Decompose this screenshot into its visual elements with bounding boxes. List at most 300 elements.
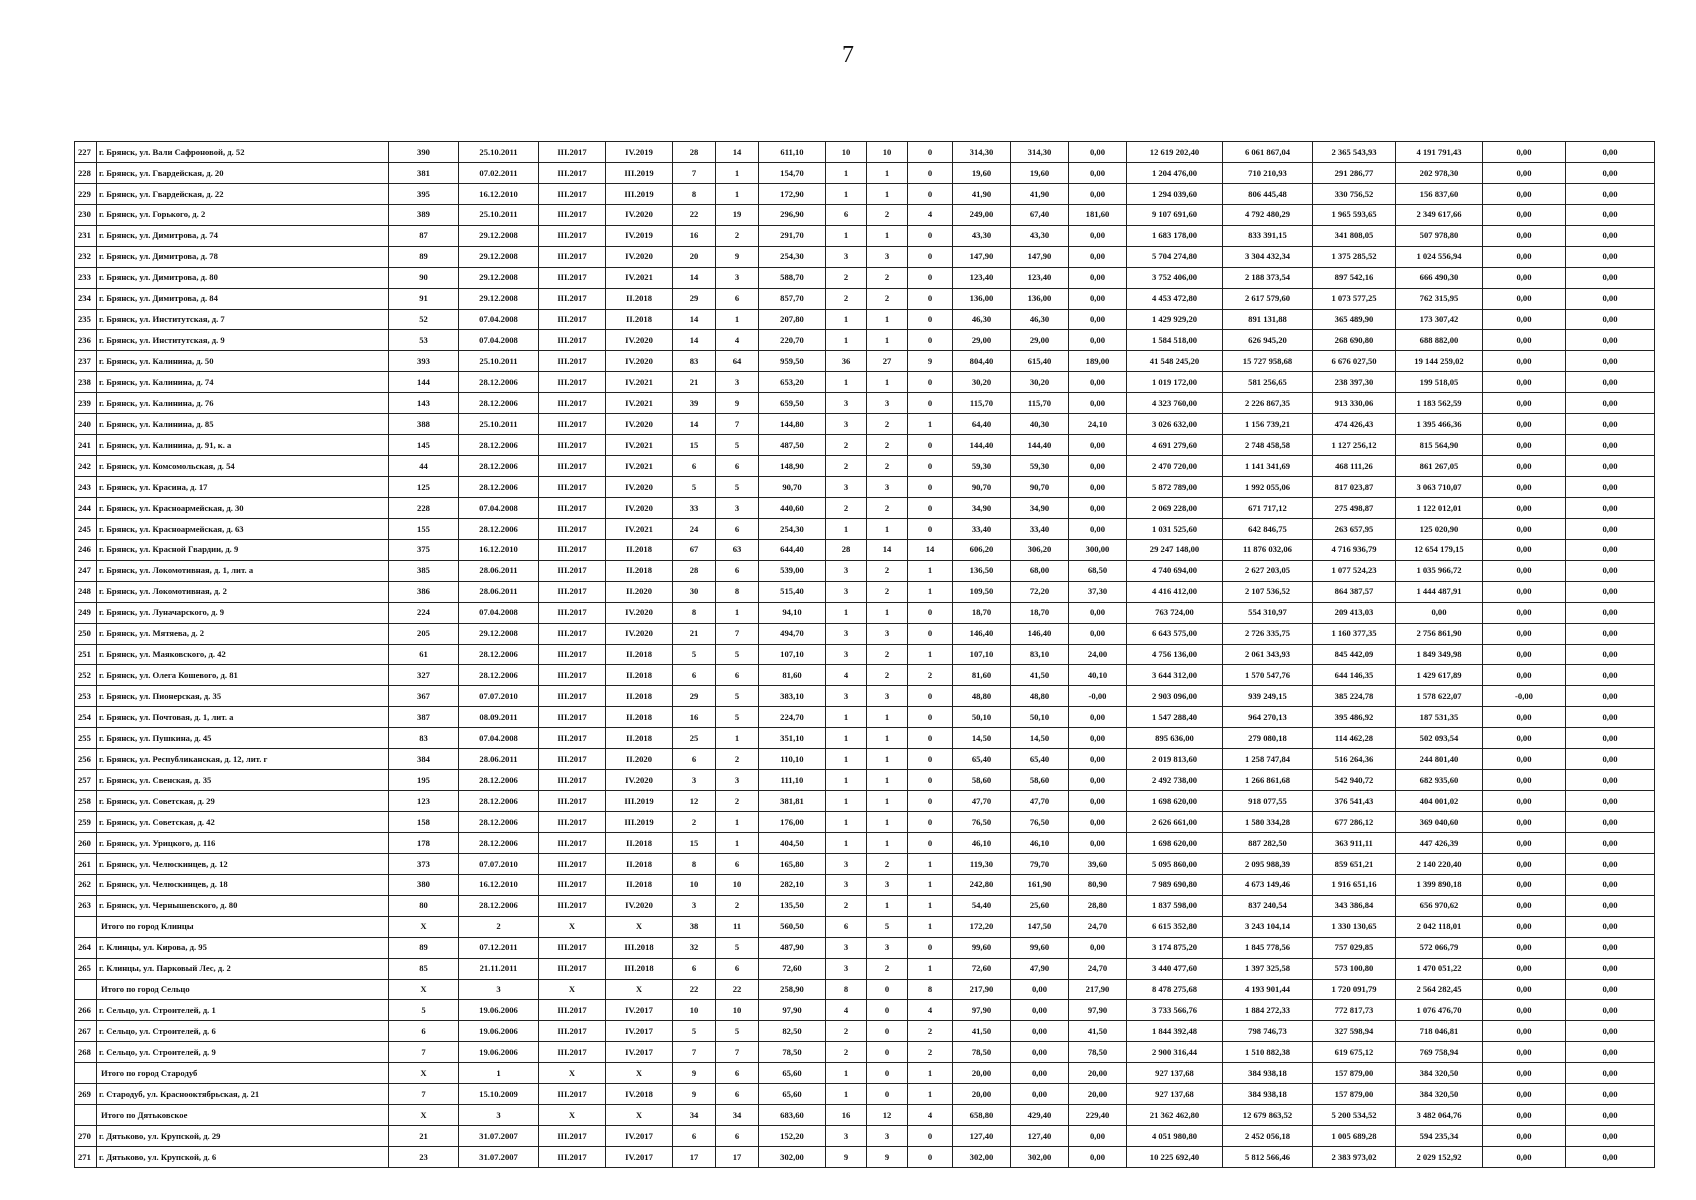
table-cell: 16.12.2010	[459, 539, 539, 560]
table-cell: 61	[389, 644, 459, 665]
table-cell: III.2019	[606, 812, 673, 833]
table-cell: 1 429 929,20	[1127, 309, 1223, 330]
table-cell: 47,90	[1011, 958, 1069, 979]
table-cell: 1 395 466,36	[1396, 414, 1483, 435]
table-cell: 1 266 861,68	[1223, 770, 1313, 791]
table-cell: 16.12.2010	[459, 874, 539, 895]
table-cell: III.2017	[539, 246, 606, 267]
table-cell: 19,60	[1011, 162, 1069, 183]
address-cell: г. Брянск, ул. Красноармейская, д. 30	[97, 497, 389, 518]
table-cell: 0,00	[1483, 560, 1566, 581]
table-row	[75, 1042, 1655, 1063]
table-cell: 0,00	[1566, 497, 1655, 518]
table-cell: 28,80	[1069, 895, 1127, 916]
table-cell: 85	[389, 958, 459, 979]
table-cell: 0,00	[1069, 749, 1127, 770]
table-cell: 0,00	[1483, 183, 1566, 204]
table-cell: 6	[716, 1084, 759, 1105]
table-cell: 1 397 325,58	[1223, 958, 1313, 979]
table-cell: 677 286,12	[1313, 812, 1396, 833]
table-cell: 22	[716, 979, 759, 1000]
table-cell: 125 020,90	[1396, 518, 1483, 539]
table-row	[75, 791, 1655, 812]
table-cell: 2	[826, 497, 867, 518]
table-cell: 0,00	[1566, 246, 1655, 267]
table-cell: IV.2021	[606, 372, 673, 393]
table-cell: 07.04.2008	[459, 497, 539, 518]
table-cell: 83,10	[1011, 644, 1069, 665]
table-cell: 28	[673, 142, 716, 163]
address-cell: г. Брянск, ул. Институтская, д. 9	[97, 330, 389, 351]
table-cell: 0,00	[1566, 623, 1655, 644]
table-cell: 87	[389, 225, 459, 246]
table-cell: 258,90	[759, 979, 826, 1000]
table-cell: 0,00	[1566, 1000, 1655, 1021]
table-cell: 2	[673, 812, 716, 833]
table-cell: 14,50	[1011, 728, 1069, 749]
table-cell: 2	[867, 560, 908, 581]
table-cell: 507 978,80	[1396, 225, 1483, 246]
table-cell: 0,00	[1483, 1063, 1566, 1084]
table-cell: 0,00	[1483, 1021, 1566, 1042]
address-cell: г. Дятьково, ул. Крупской, д. 29	[97, 1126, 389, 1147]
table-cell: 1	[867, 895, 908, 916]
table-cell: 144	[389, 372, 459, 393]
table-cell: 0	[908, 1147, 953, 1168]
table-cell: III.2018	[606, 958, 673, 979]
table-cell: 763 724,00	[1127, 602, 1223, 623]
table-cell: 08.09.2011	[459, 707, 539, 728]
table-cell: 41,90	[1011, 183, 1069, 204]
table-cell: 3 304 432,34	[1223, 246, 1313, 267]
table-cell: IV.2020	[606, 497, 673, 518]
table-cell: -0,00	[1069, 686, 1127, 707]
table-cell: III.2017	[539, 874, 606, 895]
table-cell: 1 035 966,72	[1396, 560, 1483, 581]
table-cell: 99,60	[953, 937, 1011, 958]
table-cell: 7	[716, 623, 759, 644]
table-cell: 806 445,48	[1223, 183, 1313, 204]
table-cell: 0,00	[1069, 142, 1127, 163]
table-cell: 302,00	[1011, 1147, 1069, 1168]
table-cell: 0,00	[1566, 895, 1655, 916]
table-cell: 99,60	[1011, 937, 1069, 958]
table-row	[75, 581, 1655, 602]
table-cell: 1	[826, 749, 867, 770]
table-cell: 7	[673, 162, 716, 183]
table-cell: 0,00	[1566, 1126, 1655, 1147]
table-cell: 0,00	[1566, 979, 1655, 1000]
table-cell: 3	[826, 623, 867, 644]
table-cell: 127,40	[953, 1126, 1011, 1147]
table-cell: 07.02.2011	[459, 162, 539, 183]
table-cell: 3 243 104,14	[1223, 916, 1313, 937]
table-cell: 28.12.2006	[459, 644, 539, 665]
table-cell: 369 040,60	[1396, 812, 1483, 833]
table-cell: 0	[908, 246, 953, 267]
row-number-cell: 235	[75, 309, 97, 330]
table-cell: X	[539, 1105, 606, 1126]
row-number-cell: 269	[75, 1084, 97, 1105]
table-cell: 34	[673, 1105, 716, 1126]
row-number-cell: 229	[75, 183, 97, 204]
table-cell: 1	[716, 309, 759, 330]
table-cell: 28.12.2006	[459, 477, 539, 498]
table-cell: II.2018	[606, 665, 673, 686]
table-cell: 1	[867, 372, 908, 393]
table-cell: IV.2017	[606, 1042, 673, 1063]
table-cell: 0,00	[1483, 435, 1566, 456]
table-cell: 53	[389, 330, 459, 351]
table-cell: 2	[867, 665, 908, 686]
table-cell: 0	[908, 832, 953, 853]
row-number-cell	[75, 916, 97, 937]
table-cell: 0	[908, 497, 953, 518]
table-cell: 306,20	[1011, 539, 1069, 560]
table-cell: 815 564,90	[1396, 435, 1483, 456]
address-cell: г. Брянск, ул. Советская, д. 29	[97, 791, 389, 812]
table-cell: 220,70	[759, 330, 826, 351]
table-cell: III.2017	[539, 1042, 606, 1063]
row-number-cell: 252	[75, 665, 97, 686]
table-cell: 3	[867, 1126, 908, 1147]
table-cell: 65,40	[953, 749, 1011, 770]
table-row	[75, 162, 1655, 183]
table-cell: 28.12.2006	[459, 895, 539, 916]
table-cell: 688 882,00	[1396, 330, 1483, 351]
table-cell: 28.12.2006	[459, 393, 539, 414]
table-cell: 33,40	[953, 518, 1011, 539]
table-cell: 1	[716, 602, 759, 623]
table-cell: 2	[867, 644, 908, 665]
address-cell: Итого по город Клинцы	[97, 916, 389, 937]
table-cell: 0,00	[1566, 728, 1655, 749]
table-cell: 0,00	[1483, 895, 1566, 916]
table-cell: III.2017	[539, 309, 606, 330]
table-cell: 0	[908, 707, 953, 728]
table-cell: 1	[867, 330, 908, 351]
subtotal-row	[75, 1105, 1655, 1126]
table-cell: 72,60	[953, 958, 1011, 979]
row-number-cell: 245	[75, 518, 97, 539]
table-cell: 390	[389, 142, 459, 163]
table-cell: 6	[826, 204, 867, 225]
table-cell: 97,90	[1069, 1000, 1127, 1021]
table-cell: 0,00	[1483, 916, 1566, 937]
table-row	[75, 1021, 1655, 1042]
table-cell: 0,00	[1483, 1000, 1566, 1021]
table-cell: 24	[673, 518, 716, 539]
table-cell: 0,00	[1069, 1126, 1127, 1147]
table-cell: 3 026 632,00	[1127, 414, 1223, 435]
table-cell: 217,90	[1069, 979, 1127, 1000]
table-cell: 0	[908, 267, 953, 288]
table-cell: 0,00	[1483, 1105, 1566, 1126]
table-cell: 1	[867, 749, 908, 770]
table-cell: 0,00	[1566, 853, 1655, 874]
table-cell: 12 619 202,40	[1127, 142, 1223, 163]
table-cell: 30	[673, 581, 716, 602]
table-cell: II.2018	[606, 707, 673, 728]
row-number-cell: 256	[75, 749, 97, 770]
table-cell: 16	[673, 707, 716, 728]
table-cell: 0	[908, 456, 953, 477]
table-cell: 29.12.2008	[459, 267, 539, 288]
table-cell: 12 679 863,52	[1223, 1105, 1313, 1126]
table-cell: II.2018	[606, 686, 673, 707]
table-cell: 0,00	[1566, 539, 1655, 560]
table-cell: 254,30	[759, 518, 826, 539]
table-cell: 199 518,05	[1396, 372, 1483, 393]
table-row	[75, 665, 1655, 686]
table-cell: 7	[673, 1042, 716, 1063]
table-cell: 1 073 577,25	[1313, 288, 1396, 309]
table-cell: 1	[908, 644, 953, 665]
table-cell: 25.10.2011	[459, 204, 539, 225]
table-cell: 0,00	[1483, 770, 1566, 791]
table-row	[75, 539, 1655, 560]
table-cell: X	[389, 1105, 459, 1126]
table-cell: 0,00	[1396, 602, 1483, 623]
row-number-cell: 260	[75, 832, 97, 853]
table-cell: 07.12.2011	[459, 937, 539, 958]
address-cell: г. Брянск, ул. Почтовая, д. 1, лит. а	[97, 707, 389, 728]
table-cell: 2	[867, 204, 908, 225]
table-cell: 76,50	[953, 812, 1011, 833]
table-cell: 0,00	[1483, 602, 1566, 623]
table-cell: 157 879,00	[1313, 1063, 1396, 1084]
address-cell: г. Брянск, ул. Урицкого, д. 116	[97, 832, 389, 853]
table-cell: X	[606, 979, 673, 1000]
row-number-cell: 253	[75, 686, 97, 707]
table-cell: 115,70	[953, 393, 1011, 414]
table-cell: 3	[826, 560, 867, 581]
table-cell: 9	[673, 1084, 716, 1105]
table-cell: 11 876 032,06	[1223, 539, 1313, 560]
table-cell: 282,10	[759, 874, 826, 895]
table-cell: 263 657,95	[1313, 518, 1396, 539]
table-cell: 6	[716, 456, 759, 477]
table-row	[75, 958, 1655, 979]
table-cell: 0	[867, 1084, 908, 1105]
table-cell: 205	[389, 623, 459, 644]
table-cell: 2	[826, 288, 867, 309]
table-cell: 9	[716, 393, 759, 414]
table-cell: 388	[389, 414, 459, 435]
table-cell: 5	[716, 707, 759, 728]
table-cell: 0,00	[1069, 372, 1127, 393]
table-cell: 81,60	[759, 665, 826, 686]
table-cell: 0	[908, 477, 953, 498]
table-cell: 7	[389, 1084, 459, 1105]
table-cell: 0,00	[1483, 665, 1566, 686]
table-cell: 28.12.2006	[459, 456, 539, 477]
table-cell: 2	[716, 749, 759, 770]
table-cell: 268 690,80	[1313, 330, 1396, 351]
table-cell: III.2017	[539, 456, 606, 477]
table-cell: 07.04.2008	[459, 602, 539, 623]
table-cell: 0,00	[1566, 770, 1655, 791]
table-cell: 1	[867, 832, 908, 853]
table-cell: 769 758,94	[1396, 1042, 1483, 1063]
address-cell: г. Брянск, ул. Вали Сафроновой, д. 52	[97, 142, 389, 163]
table-cell: 6 643 575,00	[1127, 623, 1223, 644]
table-cell: III.2017	[539, 142, 606, 163]
table-cell: 157 879,00	[1313, 1084, 1396, 1105]
table-cell: 4 740 694,00	[1127, 560, 1223, 581]
table-cell: 0,00	[1566, 874, 1655, 895]
table-cell: 147,90	[953, 246, 1011, 267]
table-cell: 2 107 536,52	[1223, 581, 1313, 602]
table-cell: 656 970,62	[1396, 895, 1483, 916]
table-cell: 65,40	[1011, 749, 1069, 770]
table-cell: 2	[716, 791, 759, 812]
table-cell: III.2017	[539, 393, 606, 414]
table-cell: 0,00	[1069, 518, 1127, 539]
table-cell: 1 330 130,65	[1313, 916, 1396, 937]
table-cell: 2 748 458,58	[1223, 435, 1313, 456]
table-row	[75, 1147, 1655, 1168]
table-cell: 229,40	[1069, 1105, 1127, 1126]
table-cell: 1	[826, 602, 867, 623]
table-cell: 2	[867, 267, 908, 288]
table-cell: 242,80	[953, 874, 1011, 895]
table-cell: 0,00	[1566, 393, 1655, 414]
table-cell: 10 225 692,40	[1127, 1147, 1223, 1168]
table-cell: 384 938,18	[1223, 1084, 1313, 1105]
table-cell: 47,70	[1011, 791, 1069, 812]
table-cell: 0,00	[1483, 309, 1566, 330]
table-cell: 0,00	[1566, 644, 1655, 665]
table-cell: 68,00	[1011, 560, 1069, 581]
row-number-cell: 241	[75, 435, 97, 456]
table-cell: 0,00	[1483, 288, 1566, 309]
table-cell: 107,10	[953, 644, 1011, 665]
row-number-cell: 231	[75, 225, 97, 246]
table-cell: 666 490,30	[1396, 267, 1483, 288]
table-row	[75, 895, 1655, 916]
table-cell: 0,00	[1483, 1147, 1566, 1168]
row-number-cell: 232	[75, 246, 97, 267]
table-cell: 447 426,39	[1396, 832, 1483, 853]
table-cell: 238 397,30	[1313, 372, 1396, 393]
table-cell: 3	[867, 246, 908, 267]
table-cell: II.2018	[606, 853, 673, 874]
table-cell: 10	[673, 1000, 716, 1021]
table-cell: 10	[673, 874, 716, 895]
table-cell: 1 183 562,59	[1396, 393, 1483, 414]
table-cell: 1 156 739,21	[1223, 414, 1313, 435]
table-cell: 46,10	[1011, 832, 1069, 853]
table-cell: 144,40	[1011, 435, 1069, 456]
table-cell: 0,00	[1011, 1063, 1069, 1084]
table-cell: 0,00	[1069, 246, 1127, 267]
table-cell: III.2017	[539, 707, 606, 728]
table-cell: 43,30	[953, 225, 1011, 246]
table-cell: 1 698 620,00	[1127, 832, 1223, 853]
table-cell: 1	[826, 707, 867, 728]
table-cell: 58,60	[1011, 770, 1069, 791]
table-cell: 172,20	[953, 916, 1011, 937]
table-cell: III.2017	[539, 644, 606, 665]
table-cell: III.2017	[539, 497, 606, 518]
table-cell: 19.06.2006	[459, 1021, 539, 1042]
table-cell: 2 756 861,90	[1396, 623, 1483, 644]
table-cell: 1	[826, 832, 867, 853]
table-row	[75, 812, 1655, 833]
table-cell: 381,81	[759, 791, 826, 812]
table-cell: 2 349 617,66	[1396, 204, 1483, 225]
row-number-cell: 228	[75, 162, 97, 183]
table-cell: IV.2020	[606, 623, 673, 644]
table-row	[75, 853, 1655, 874]
table-row	[75, 1126, 1655, 1147]
table-cell: 15.10.2009	[459, 1084, 539, 1105]
table-cell: 0,00	[1069, 770, 1127, 791]
table-cell: 0,00	[1069, 162, 1127, 183]
table-cell: 123,40	[1011, 267, 1069, 288]
table-cell: 228	[389, 497, 459, 518]
table-cell: 0,00	[1483, 204, 1566, 225]
table-cell: X	[606, 916, 673, 937]
table-cell: IV.2020	[606, 895, 673, 916]
row-number-cell: 239	[75, 393, 97, 414]
table-cell: 6	[673, 749, 716, 770]
table-cell: 2	[716, 895, 759, 916]
table-cell: 626 945,20	[1223, 330, 1313, 351]
table-cell: III.2017	[539, 602, 606, 623]
table-cell: 1	[908, 581, 953, 602]
table-cell: 302,00	[953, 1147, 1011, 1168]
table-cell: IV.2020	[606, 414, 673, 435]
table-cell: 29 247 148,00	[1127, 539, 1223, 560]
table-row	[75, 602, 1655, 623]
table-cell: 1 844 392,48	[1127, 1021, 1223, 1042]
table-cell: 25,60	[1011, 895, 1069, 916]
table-cell: 5	[389, 1000, 459, 1021]
table-cell: 837 240,54	[1223, 895, 1313, 916]
table-cell: 0,00	[1069, 183, 1127, 204]
table-cell: 154,70	[759, 162, 826, 183]
table-cell: 0	[908, 728, 953, 749]
table-cell: 07.04.2008	[459, 728, 539, 749]
table-cell: -0,00	[1483, 686, 1566, 707]
table-cell: 07.04.2008	[459, 330, 539, 351]
table-cell: 07.07.2010	[459, 686, 539, 707]
table-cell: 16	[826, 1105, 867, 1126]
table-cell: 468 111,26	[1313, 456, 1396, 477]
table-cell: 31.07.2007	[459, 1147, 539, 1168]
table-cell: 21	[389, 1126, 459, 1147]
table-cell: 0	[908, 372, 953, 393]
row-number-cell: 227	[75, 142, 97, 163]
table-cell: 2	[867, 456, 908, 477]
table-cell: 859 651,21	[1313, 853, 1396, 874]
table-cell: III.2017	[539, 330, 606, 351]
table-cell: 91	[389, 288, 459, 309]
table-cell: 176,00	[759, 812, 826, 833]
table-cell: X	[389, 1063, 459, 1084]
table-cell: 28.12.2006	[459, 832, 539, 853]
table-cell: 2 019 813,60	[1127, 749, 1223, 770]
table-cell: 28.12.2006	[459, 435, 539, 456]
table-cell: II.2018	[606, 539, 673, 560]
table-cell: 440,60	[759, 497, 826, 518]
row-number-cell: 255	[75, 728, 97, 749]
row-number-cell: 257	[75, 770, 97, 791]
table-cell: 393	[389, 351, 459, 372]
table-cell: 24,70	[1069, 958, 1127, 979]
